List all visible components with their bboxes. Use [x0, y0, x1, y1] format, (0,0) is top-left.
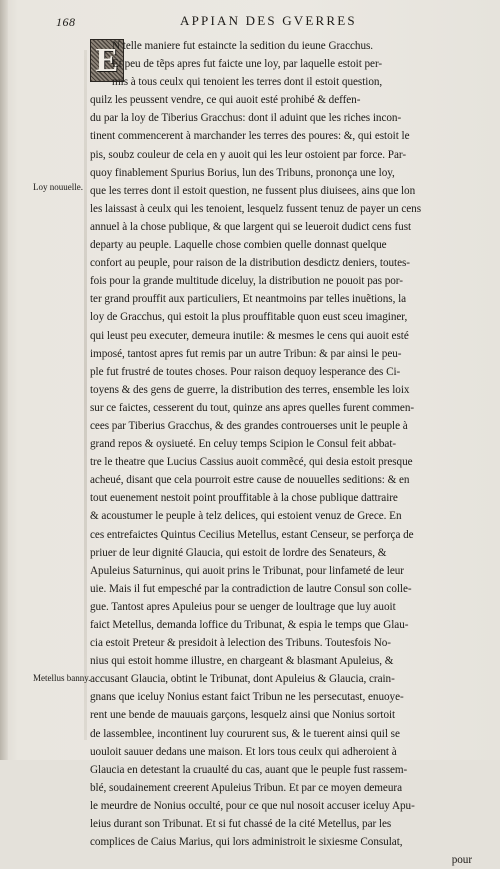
text-line: gue. Tantost apres Apuleius pour se uenger de loultrage que luy auoit	[90, 600, 396, 613]
text-line: complices de Caius Marius, qui lors administroit le sixiesme Consulat,	[90, 836, 403, 849]
text-line: mis à tous ceulx qui tenoient les terres dont il estoit question,	[112, 76, 383, 89]
text-line: rent une bende de mauuais garçons, lesquelz ainsi que Nonius sortoit	[90, 709, 396, 722]
text-line: gnans que iceluy Nonius estant faict Tribun ne les persecutast, enuoye-	[90, 691, 404, 704]
text-line: pour	[451, 854, 472, 867]
text-line: priuer de leur dignité Glaucia, qui estoit de lordre des Senateurs, &	[90, 546, 387, 559]
text-line: sur ce faictes, cesserent du tout, quinze ans apres quelles furent commen-	[90, 401, 415, 414]
text-line: uouloit sauuer dedans une maison. Et lors tous ceulx qui adheroient à	[90, 745, 397, 758]
bleed-through-strip	[84, 50, 87, 740]
body-text	[90, 37, 472, 869]
text-line: quilz les peussent vendre, ce qui auoit esté prohibé & deffen-	[90, 94, 361, 107]
text-line: cees par Tiberius Gracchus, & des grandes controuerses unit le peuple à	[90, 419, 408, 432]
text-line: que les terres dont il estoit question, ne fussent plus diuisees, ains que lon	[90, 184, 416, 197]
text-line: & acoustumer le peuple à telz delices, qui estoient venuz de Grece. En	[90, 510, 402, 523]
text-line: uie. Mais il fut empesché par la contradiction de lautre Consul son colle-	[90, 582, 412, 595]
text-line: les laissast à ceulx qui les tenoient, lesquelz fussent tenuz de payer un cens	[90, 202, 421, 215]
text-line: tre le theatre que Lucius Cassius auoit commẽcé, qui desia estoit presque	[90, 456, 413, 469]
text-line: loy de Gracchus, qui estoit la plus prouffitable quon eust sceu imaginer,	[90, 311, 408, 324]
text-line: annuel à la chose publique, & que largent qui se leueroit dudict cens fust	[90, 220, 412, 233]
text-line: ple fut frustré de toutes choses. Pour raison dequoy lesperance des Ci-	[90, 365, 401, 378]
text-line: pis, soubz couleur de cela en y auoit qui les leur ostoient par force. Par-	[90, 148, 407, 161]
text-line: tout euenement nestoit point prouffitable à la chose publique dattraire	[90, 492, 398, 505]
text-line: imposé, tantost apres fut remis par un autre Tribun: & par ainsi le peu-	[90, 347, 402, 360]
text-line: tinent commencerent à marchander les terres des poures: &, qui estoit le	[90, 130, 410, 143]
margin-note-loy-nouuelle: Loy nouuelle.	[33, 182, 83, 192]
text-line: accusant Glaucia, obtint le Tribunat, dont Apuleius & Glaucia, crain-	[90, 673, 395, 686]
text-line: cia estoit Preteur & presidoit à lelection des Tribuns. Toutesfois No-	[90, 637, 391, 650]
text-line: leius durant son Tribunat. Et si fut chassé de la cité Metellus, par les	[90, 818, 392, 831]
text-line: acheué, disant que cela pourroit estre cause de nouuelles seditions: & en	[90, 474, 410, 487]
text-line: Et peu de tẽps apres fut faicte une loy, par laquelle estoit per-	[112, 58, 383, 71]
text-line: ter grand prouffit aux particuliers, Et neantmoins par telles inuẽtions, la	[90, 293, 407, 306]
running-head: APPIAN DES GVERRES	[180, 13, 357, 28]
text-line: de lassemblee, incontinent luy coururent sus, & le tuerent ainsi quil se	[90, 727, 400, 740]
gutter-shadow	[0, 0, 8, 760]
text-line: nius qui estoit homme illustre, en chargeant & blasmant Apuleius, &	[90, 655, 394, 668]
text-line: fois pour la grande multitude diceluy, la distribution ne pouoit pas por-	[90, 275, 403, 288]
text-line: du par la loy de Tiberius Gracchus: dont il aduint que les riches incon-	[90, 112, 402, 125]
text-line: Glaucia en detestant la cruaulté du cas, auant que le peuple fust rassem-	[90, 763, 408, 776]
text-line: quoy finablement Spurius Borius, lun des Tribuns, prononça une loy,	[90, 166, 395, 179]
margin-note-metellus-banny: Metellus banny.	[33, 673, 91, 683]
page-number: 168	[56, 15, 76, 29]
text-line: departy au peuple. Laquelle chose combien quelle donnast quelque	[90, 239, 387, 252]
text-line: ces entrefaictes Quintus Cecilius Metellus, estant Censeur, se perforça de	[90, 528, 414, 541]
text-line: faict Metellus, demanda loffice du Tribunat, & espia le temps que Glau-	[90, 619, 409, 631]
text-line: blé, soudainement creerent Apuleius Tribun. Et par ce moyen demeura	[90, 781, 402, 794]
text-line: Apuleius Saturninus, qui auoit prins le Tribunat, pour linfameté de leur	[90, 564, 404, 577]
text-line: toyens & des gens de guerre, la distribution des terres, ensemble les loix	[90, 383, 410, 396]
text-line: le meurdre de Nonius occulté, pour ce que nul nosoit accuser iceluy Apu-	[90, 799, 415, 812]
text-line: grand repos & oysiueté. En celuy temps Scipion le Consul feit abbat-	[90, 438, 397, 451]
dropcap-letter: E	[95, 41, 119, 79]
text-line: qui leust peu executer, demeura inutile: & mesmes le cens qui auoit esté	[90, 329, 409, 342]
text-line: N telle maniere fut estaincte la sedition du ieune Gracchus.	[112, 40, 374, 52]
text-line: confort au peuple, pour raison de la distribution desdictz deniers, toutes-	[90, 257, 410, 270]
